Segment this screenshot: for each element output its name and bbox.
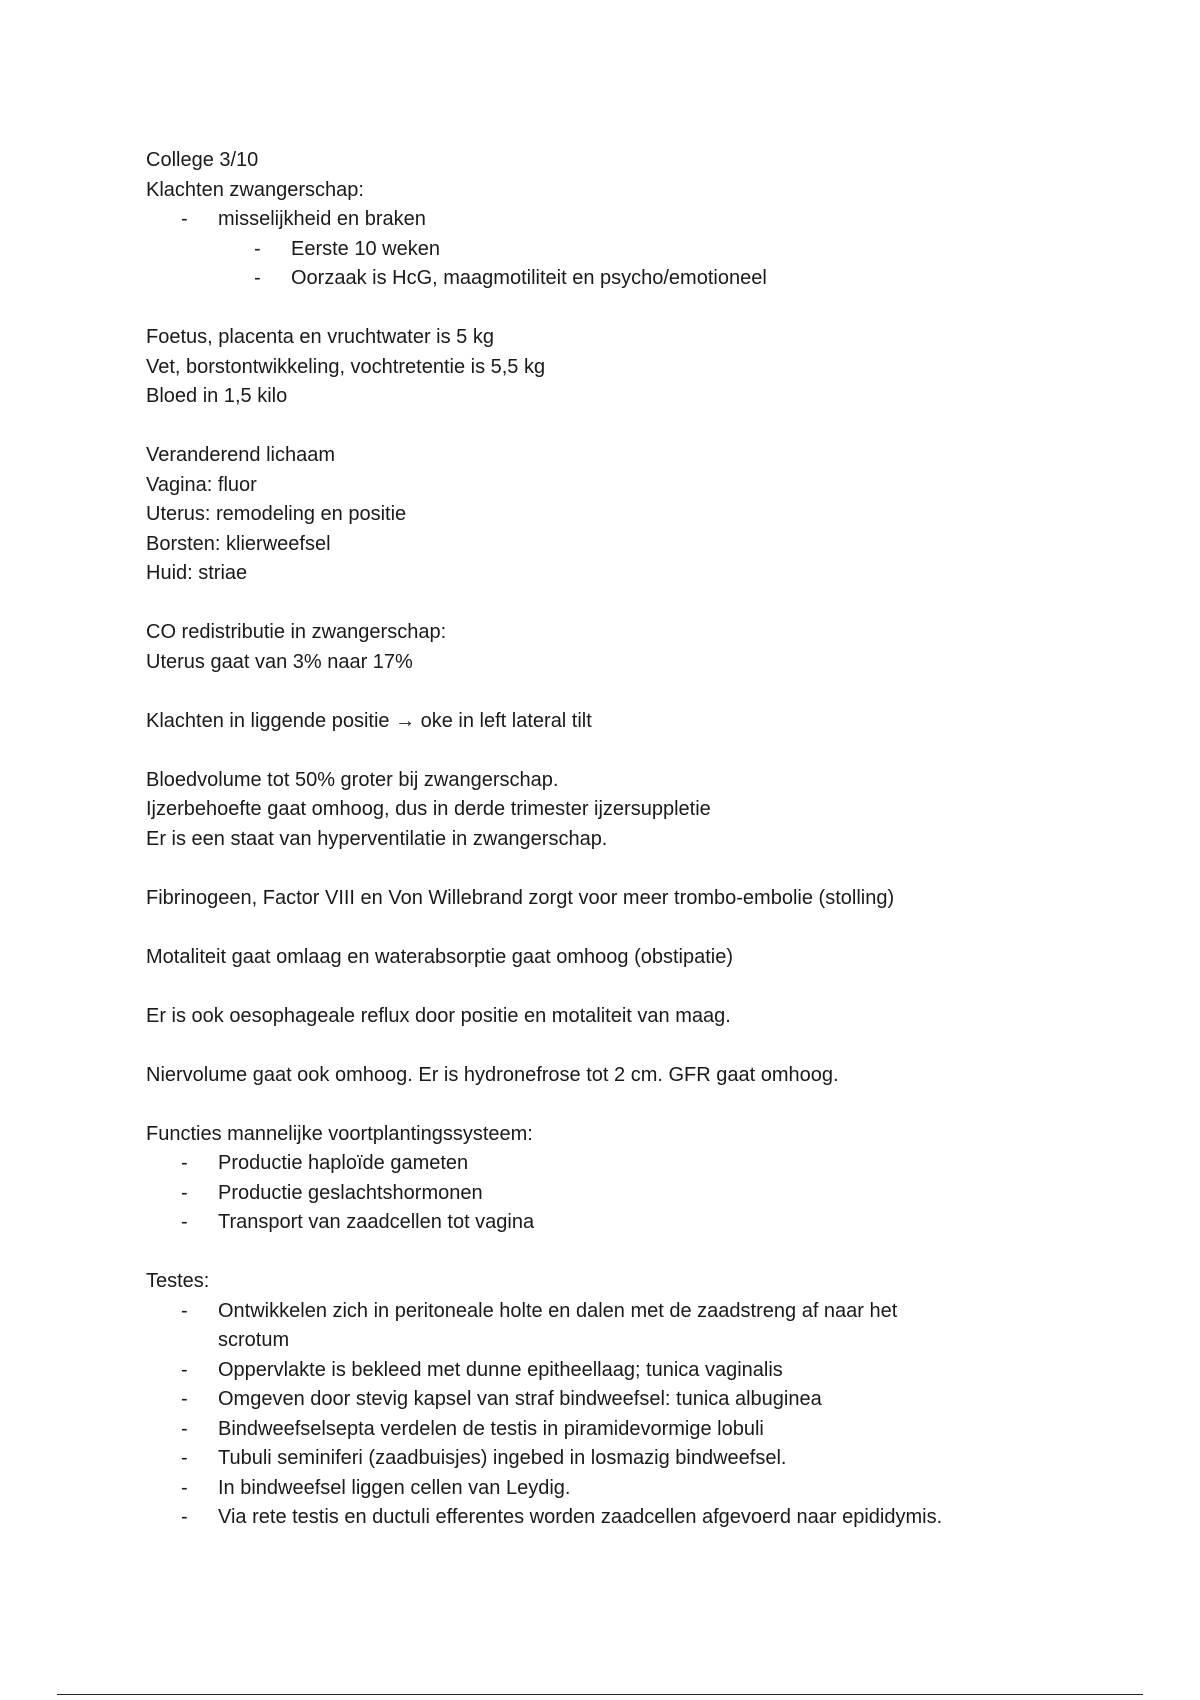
paragraph-line: Bloedvolume tot 50% groter bij zwangerschap. — [146, 768, 559, 791]
paragraph-line: Er is ook oesophageale reflux door positie en motaliteit van maag. — [146, 1004, 731, 1027]
paragraph-line: Bloed in 1,5 kilo — [146, 385, 288, 407]
list-item: - Omgeven door stevig kapsel van straf bindweefsel: tunica albuginea — [146, 1385, 1046, 1415]
paragraph-line: Borsten: klierweefsel — [146, 532, 331, 555]
list-item: - Via rete testis en ductuli efferentes worden zaadcellen afgevoerd naar epididymis. — [146, 1503, 1046, 1533]
male-functions-heading: Functies mannelijke voortplantingssysteem: — [146, 1122, 533, 1145]
paragraph-line: Veranderend lichaam — [146, 444, 336, 466]
paragraph-line: Vagina: fluor — [146, 473, 257, 496]
bullet-dash: - — [181, 1447, 188, 1469]
bullet-dash: - — [181, 1211, 188, 1233]
complaints-list — [146, 205, 1046, 294]
bullet-dash: - — [254, 267, 261, 289]
bullet-dash: - — [181, 1388, 188, 1410]
document-page — [146, 146, 1046, 1533]
bullet-dash: - — [181, 1358, 188, 1381]
list-item: - Transport van zaadcellen tot vagina — [146, 1208, 1046, 1238]
testes-heading: Testes: — [146, 1270, 210, 1292]
bullet-dash: - — [254, 237, 261, 260]
paragraph-line: CO redistributie in zwangerschap: — [146, 621, 447, 643]
paragraph-line: Vet, borstontwikkeling, vochtretentie is 5,5 kg — [146, 355, 546, 378]
testes-list — [146, 1297, 1046, 1533]
list-item: - misselijkheid en braken — [146, 205, 1046, 235]
list-item: - Bindweefselsepta verdelen de testis in piramidevormige lobuli — [146, 1415, 1046, 1445]
paragraph-line: Fibrinogeen, Factor VIII en Von Willebrand zorgt voor meer trombo-embolie (stolling) — [146, 886, 895, 909]
male-functions-list — [146, 1149, 1046, 1238]
list-item: - In bindweefsel liggen cellen van Leydig. — [146, 1474, 1046, 1504]
list-item: - Eerste 10 weken — [146, 235, 1046, 265]
bullet-dash: - — [181, 1417, 188, 1440]
bullet-dash: - — [181, 1299, 188, 1322]
list-item: - Oppervlakte is bekleed met dunne epitheellaag; tunica vaginalis — [146, 1356, 1046, 1386]
bullet-dash: - — [181, 1152, 188, 1174]
list-item: - Productie geslachtshormonen — [146, 1179, 1046, 1209]
list-item: - Tubuli seminiferi (zaadbuisjes) ingebed in losmazig bindweefsel. — [146, 1444, 1046, 1474]
list-item: - Productie haploïde gameten — [146, 1149, 1046, 1179]
list-item: - Ontwikkelen zich in peritoneale holte en dalen met de zaadstreng af naar het scrotum — [146, 1297, 928, 1356]
bullet-dash: - — [181, 1181, 188, 1204]
paragraph-line: Ijzerbehoefte gaat omhoog, dus in derde trimester ijzersuppletie — [146, 798, 711, 820]
paragraph-line: Motaliteit gaat omlaag en waterabsorptie gaat omhoog (obstipatie) — [146, 945, 734, 968]
paragraph-line: Uterus gaat van 3% naar 17% — [146, 650, 413, 673]
paragraph-line: Huid: striae — [146, 562, 248, 584]
paragraph-line: Foetus, placenta en vruchtwater is 5 kg — [146, 326, 494, 348]
bullet-dash: - — [181, 1506, 188, 1528]
bullet-dash: - — [181, 1476, 188, 1499]
paragraph-line: Klachten in liggende positie → oke in left lateral tilt — [146, 709, 592, 732]
bullet-dash: - — [181, 208, 188, 230]
footer-divider — [57, 1694, 1143, 1695]
complaints-heading: Klachten zwangerschap: — [146, 178, 364, 201]
list-item: - Oorzaak is HcG, maagmotiliteit en psycho/emotioneel — [146, 264, 1046, 294]
paragraph-line: Uterus: remodeling en positie — [146, 503, 407, 525]
paragraph-line: Niervolume gaat ook omhoog. Er is hydronefrose tot 2 cm. GFR gaat omhoog. — [146, 1063, 839, 1086]
page-title: College 3/10 — [146, 149, 259, 171]
paragraph-line: Er is een staat van hyperventilatie in zwangerschap. — [146, 827, 608, 850]
